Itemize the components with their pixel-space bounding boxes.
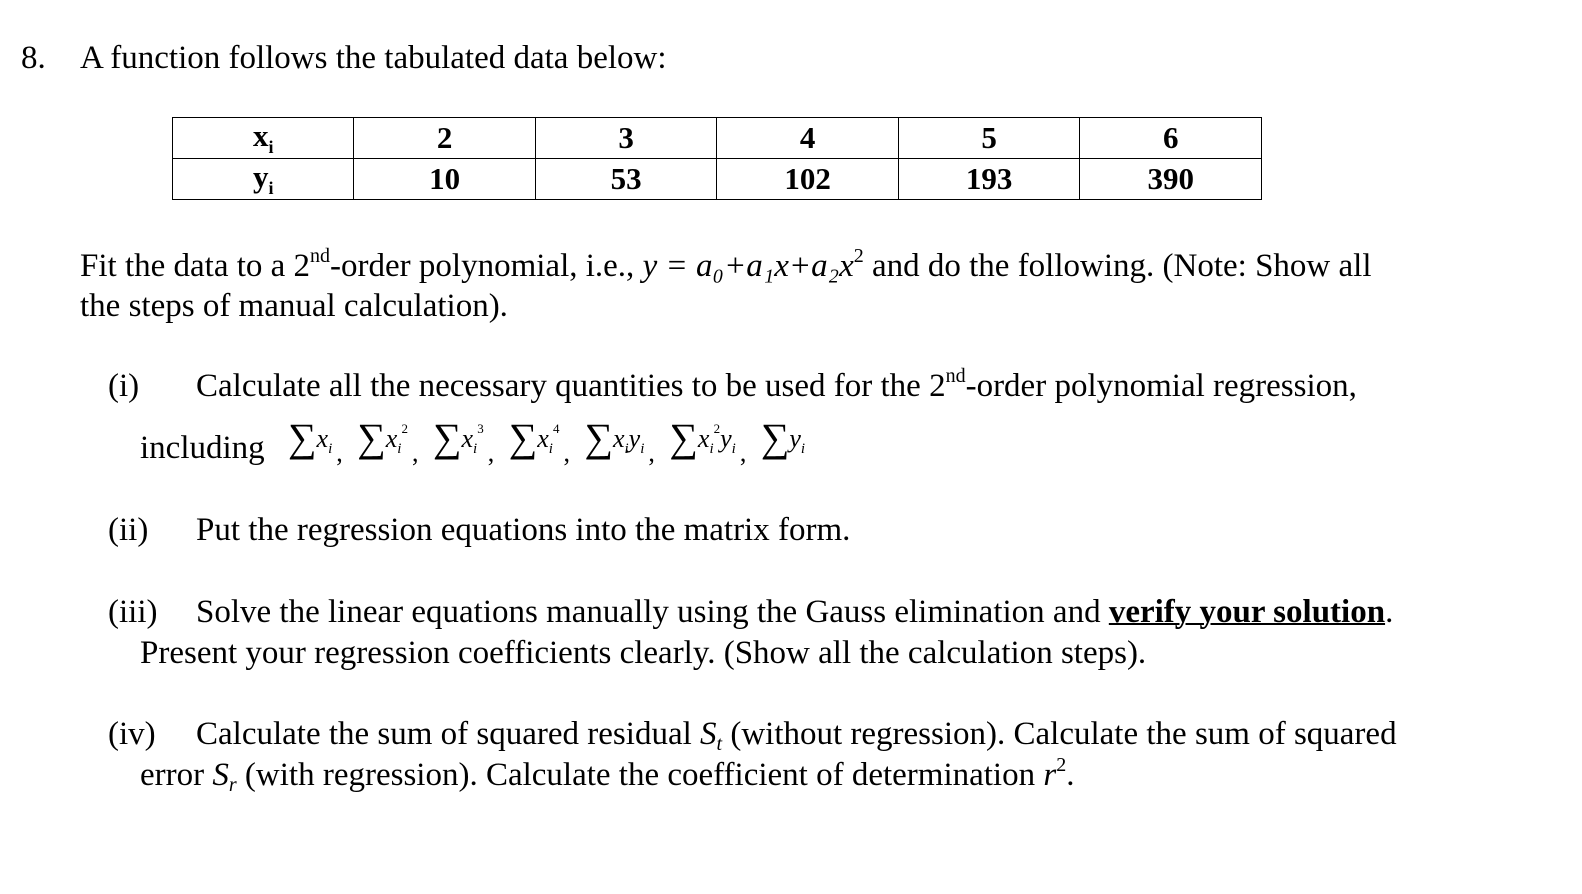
data-table [172,117,1262,200]
x-value: 4 [717,118,899,159]
part-iv-label: (iv) [108,716,156,752]
row-label-y: $y_i$ [173,159,354,200]
intro-line-2: the steps of manual calculation). [80,288,508,324]
sum-yi: $\sum y_i$ [760,415,806,460]
sum-xi-yi: $\sum x_iy_i$ , [584,415,655,467]
table-row-x [173,118,1262,159]
x-value: 3 [535,118,716,159]
sum-xi: $\sum x_i$ , [288,415,343,467]
sum-xi-cubed: $\sum x_i^3$, [432,415,495,467]
sum-xi-squared: $\sum x_i^2$, [357,415,419,467]
intro-line-1: Fit the data to a 2nd-order polynomial, i.e., $y = a_0+a_1x+a_2x^2$ and do the following. (Note: Show all [80,245,1372,284]
sum-xi-fourth: $\sum x_i^4$, [508,415,570,467]
x-value: 5 [898,118,1080,159]
table-row-y [173,159,1262,200]
y-value: 10 [354,159,535,200]
sum-xi-squared-yi: $\sum x_i^2y_i$ , [669,415,747,467]
polynomial-equation: y = a₀+a₁x+a₂x [642,248,854,284]
x-value: 6 [1080,118,1262,159]
row-label-x: $x_i$ [173,118,354,159]
part-i-including: including [140,430,265,466]
y-value: 53 [535,159,716,200]
part-ii-text: Put the regression equations into the matrix form. [196,512,851,548]
part-ii-label: (ii) [108,512,149,548]
part-iv-text: Calculate the sum of squared residual $S_t$ (without regression). Calculate the sum of squared [196,716,1397,755]
part-i-label: (i) [108,368,140,404]
part-iv-line-2: error $S_r$ (with regression). Calculate the coefficient of determination $r^2$. [140,754,1075,796]
question-heading: A function follows the tabulated data below: [80,40,667,76]
y-value: 390 [1080,159,1262,200]
y-value: 193 [898,159,1080,200]
summation-list [288,414,813,467]
question-number: 8. [21,40,46,76]
part-iii-text: Solve the linear equations manually using the Gauss elimination and verify your solution. [196,594,1394,630]
part-i-text: Calculate all the necessary quantities to be used for the 2nd-order polynomial regression, [196,365,1357,404]
x-value: 2 [354,118,535,159]
part-iii-label: (iii) [108,594,158,630]
y-value: 102 [717,159,899,200]
verify-emphasis: verify your solution [1108,594,1386,630]
part-iii-line-2: Present your regression coefficients clearly. (Show all the calculation steps). [140,635,1147,671]
